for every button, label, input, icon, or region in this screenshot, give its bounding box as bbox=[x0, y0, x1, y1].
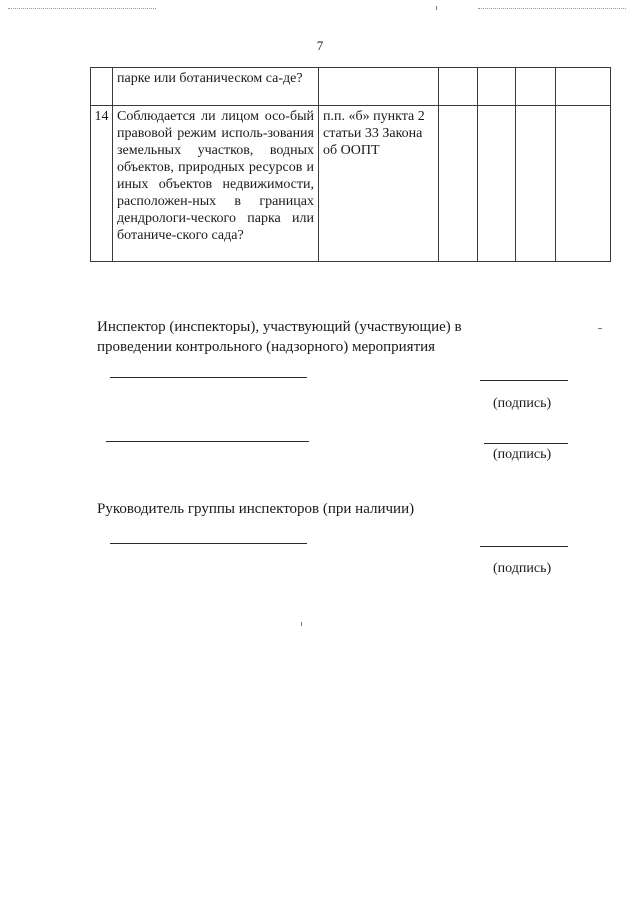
group-leader-signature-line bbox=[480, 546, 568, 547]
inspector-name-line-1 bbox=[110, 377, 307, 378]
empty-cell bbox=[556, 106, 611, 262]
group-leader-heading: Руководитель группы инспекторов (при наличии) bbox=[97, 501, 415, 517]
empty-cell bbox=[478, 106, 516, 262]
inspector-signature-line-2 bbox=[484, 443, 568, 444]
empty-cell bbox=[556, 68, 611, 106]
inspector-signature-line-1 bbox=[480, 380, 568, 381]
empty-cell bbox=[439, 68, 478, 106]
signature-caption: (подпись) bbox=[493, 561, 552, 576]
scan-speck bbox=[598, 328, 602, 329]
question-cell: Соблюдается ли лицом осо-бый правовой режим исполь-зования земельных участков, водных объектов, природных ресурсов и иных объектов недвижимости, расположен-ных в границах дендрологи-ческого парка или ботаниче-ского сада? bbox=[113, 106, 319, 262]
scan-speck bbox=[436, 6, 437, 10]
empty-cell bbox=[516, 106, 556, 262]
inspectors-heading-line2: проведении контрольного (надзорного) мероприятия bbox=[97, 339, 436, 355]
empty-cell bbox=[516, 68, 556, 106]
reference-cell bbox=[319, 68, 439, 106]
scan-speck bbox=[301, 622, 302, 626]
inspectors-heading-line1: Инспектор (инспекторы), участвующий (участвующие) в bbox=[97, 319, 462, 335]
checklist-table bbox=[90, 67, 611, 262]
inspector-name-line-2 bbox=[106, 441, 309, 442]
signature-caption: (подпись) bbox=[493, 396, 552, 411]
question-cell: парке или ботаническом са-де? bbox=[113, 68, 319, 106]
group-leader-name-line bbox=[110, 543, 307, 544]
row-number: 14 bbox=[91, 106, 113, 262]
row-number bbox=[91, 68, 113, 106]
page-number: 7 bbox=[316, 38, 324, 53]
table-row bbox=[91, 106, 611, 262]
empty-cell bbox=[478, 68, 516, 106]
scan-artifact-right bbox=[478, 8, 626, 9]
reference-cell: п.п. «б» пункта 2 статьи 33 Закона об ООПТ bbox=[319, 106, 439, 262]
signature-caption: (подпись) bbox=[493, 447, 552, 462]
table-row bbox=[91, 68, 611, 106]
empty-cell bbox=[439, 106, 478, 262]
scan-artifact-left bbox=[8, 8, 156, 9]
